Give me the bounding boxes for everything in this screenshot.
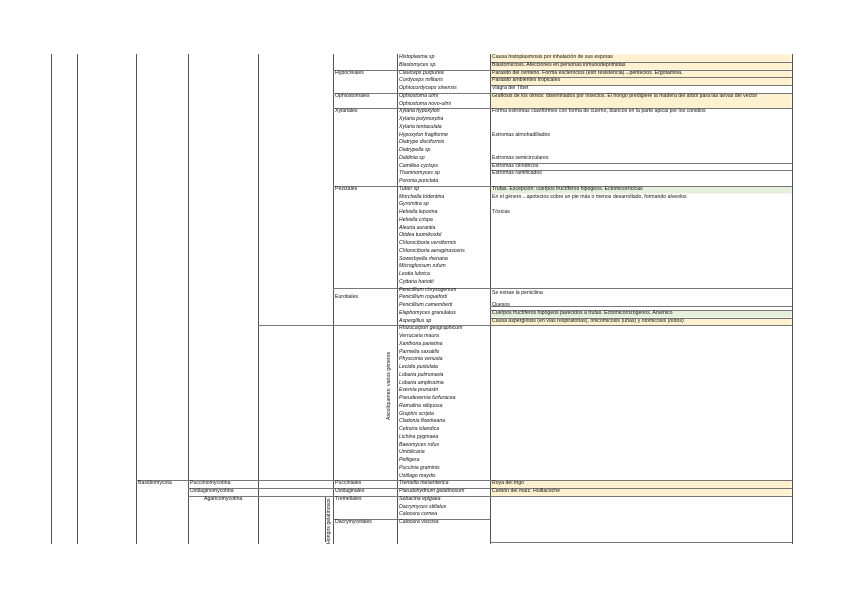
phylum-label: Basidiomycota xyxy=(138,480,172,487)
species-name: Cladonia floerkeana xyxy=(399,418,446,425)
column-line xyxy=(77,54,78,544)
species-name: Penicillium roqueforti xyxy=(399,294,448,301)
species-name: Baeomyces rufus xyxy=(399,441,440,448)
group-rotated-label: Hongos gelatinosos xyxy=(326,498,332,544)
species-name: Leotia lubrica xyxy=(399,271,430,277)
order-label: Pezizales xyxy=(335,185,358,192)
species-name: Rhizocarpon geographicum xyxy=(399,325,463,332)
species-name: Hypoxylon fragiforme xyxy=(399,131,449,138)
group-line xyxy=(136,480,792,481)
description-text: Parásito del centeno. Forma esclerocios (estr resistencia)→peritecios. Ergotamina. xyxy=(492,69,683,76)
species-name: Lecidia pustulata xyxy=(399,364,438,370)
description-text: Carbón del maíz. Huitlacoche xyxy=(492,488,561,494)
species-name: Helvella crispa xyxy=(399,216,433,223)
description-text: Estromas cilíndricos xyxy=(492,162,539,169)
column-line xyxy=(136,54,137,544)
column-line xyxy=(397,54,398,544)
species-name: Thamnomyces sp xyxy=(399,170,440,177)
order-label: Xylariales xyxy=(335,108,358,115)
description-text: Estromas almohadillados xyxy=(492,131,550,138)
order-label: Dacrymycetales xyxy=(335,519,372,525)
cell-line xyxy=(490,306,792,307)
species-name: Microglossum rufum xyxy=(399,263,446,270)
cell-line xyxy=(490,542,792,543)
species-name: Tremella mesenterica xyxy=(399,480,449,487)
species-name: Histoplasma sp xyxy=(399,54,435,60)
cell-line xyxy=(490,325,792,326)
species-name: Chlorociboria aeruginascens xyxy=(399,247,465,254)
species-name: Claviceps purpurea xyxy=(399,69,444,76)
species-name: Ophiostoma novo-ulmi xyxy=(399,100,451,107)
description-text: Blastomicosis. Afecciones en personas inmunodeprimidas xyxy=(492,61,626,68)
species-name: Aspergillus sp xyxy=(399,317,432,324)
species-name: Aleuria aurantia xyxy=(399,224,436,231)
species-name: Lobaria amplissima xyxy=(399,379,444,386)
species-name: Verrucaria maura xyxy=(399,333,439,339)
species-name: Physconia venusta xyxy=(399,356,443,363)
species-name: Umbilicaria xyxy=(399,449,425,456)
column-line xyxy=(51,54,52,544)
species-name: Xylaria tentaculata xyxy=(399,123,442,130)
species-name: Graphis scripta xyxy=(399,410,434,417)
species-name: Penicillium chrysogenum xyxy=(399,286,457,293)
species-name: Ramalina siliquosa xyxy=(399,402,443,409)
species-name: Daldinia sp xyxy=(399,154,425,161)
species-name: Parmelia saxatilis xyxy=(399,348,440,355)
subphylum-label: Ustilaginomycotina xyxy=(190,488,234,494)
species-name: Helvella leporina xyxy=(399,209,438,215)
species-name: Xylaria hypoxylon xyxy=(399,108,440,115)
description-text: Grafiosis de los olmos: diseminados por insectos. El hongo predigiere la madera del árbol para las larvas del vector xyxy=(492,92,758,99)
column-line xyxy=(490,54,491,544)
subphylum-label: Pucciniomycotina xyxy=(190,480,231,487)
species-name: Elaphomyces granulatus xyxy=(399,309,456,316)
species-name: Calocera cornea xyxy=(399,511,438,518)
column-line xyxy=(188,54,189,544)
species-name: Peltigera xyxy=(399,457,420,463)
species-name: Otidea tuomikoskii xyxy=(399,232,442,239)
species-name: Sowerbyella rhenana xyxy=(399,255,448,262)
species-name: Chlorociboria versiformis xyxy=(399,240,457,246)
description-text: Quesos xyxy=(492,302,510,308)
order-label: Ustilaginales xyxy=(335,488,365,494)
description-highlight xyxy=(491,481,792,488)
description-text: Parásito ambientes tropicales xyxy=(492,77,561,84)
species-name: Dacrymyces stillatus xyxy=(399,503,447,510)
description-text: Tóxicas xyxy=(492,209,510,215)
description-text: Roya del trigo xyxy=(492,480,525,487)
species-name: Pseudohydnum gelatinosum xyxy=(399,488,465,494)
species-name: Lobaria pulmonaria xyxy=(399,371,444,378)
species-name: Xylaria polymorpha xyxy=(399,116,444,122)
column-line xyxy=(792,54,793,544)
cell-line xyxy=(490,85,792,86)
description-text: Se extrae la penicilina xyxy=(492,290,543,297)
species-name: Poronia punctata xyxy=(399,178,439,184)
species-name: Cetraria islandica xyxy=(399,426,440,432)
species-name: Calocera viscosa xyxy=(399,519,439,525)
order-label: Hypocreales xyxy=(335,69,364,76)
species-name: Penicillium camemberti xyxy=(399,302,453,308)
species-name: Cyttaria hariotii xyxy=(399,278,434,285)
species-name: Ophiocordyceps sinensis xyxy=(399,85,457,91)
species-name: Diatrype disciformis xyxy=(399,139,445,146)
species-name: Lichina pygmaea xyxy=(399,433,439,440)
species-name: Ophiostoma ulmi xyxy=(399,92,438,99)
description-text: Estromas semicirculares xyxy=(492,154,549,161)
description-text: Causa histoplasmosis por inhalación de sus esporas xyxy=(492,54,613,60)
description-text: En el género→apotecios sobre un pie más o menos desarrollado, formando alveolos xyxy=(492,193,687,200)
species-name: Ustilago maydis xyxy=(399,472,436,479)
group-line xyxy=(188,496,792,497)
order-label: Eurotiales xyxy=(335,294,359,301)
order-label: Pucciniales xyxy=(335,480,362,487)
description-text: Causa aspergilosis (en vías respiratorias), onicomicosis (uñas) y otomicosis (oídos) xyxy=(492,317,684,324)
description-text: Forma estromas claviformes con forma de cuerno, blancos en la parte apical por los conidios xyxy=(492,108,706,115)
description-text: Trufas. Excepción: cuerpos fructíferos hipógeos. Ectomicorrícicas xyxy=(492,185,643,192)
species-name: Sebacina epigaea xyxy=(399,495,441,502)
species-name: Morchella tridentina xyxy=(399,193,445,200)
species-name: Evernia prunastri xyxy=(399,387,439,394)
description-text: Viagra del Tíbet xyxy=(492,85,529,91)
species-name: Gyromitra sp xyxy=(399,201,429,208)
species-name: Pseudevernia furfuracea xyxy=(399,395,456,401)
group-rotated-label: Ascolíquenes: varios géneros xyxy=(386,351,392,420)
species-name: Diatrypella sp xyxy=(399,147,431,153)
species-name: Puccinia graminis xyxy=(399,464,440,471)
species-name: Tuber sp xyxy=(399,185,420,192)
description-text: Estromas ramificados xyxy=(492,170,542,177)
group-line xyxy=(188,488,792,489)
order-label: Tremellales xyxy=(335,495,362,502)
subphylum-label: Agaricomycotina xyxy=(204,495,243,502)
species-name: Camillea cyclops xyxy=(399,162,438,169)
species-name: Blastomyces sp. xyxy=(399,61,437,68)
order-label: Ophiostomales xyxy=(335,92,370,99)
species-name: Cordyceps militaris xyxy=(399,77,443,84)
column-line xyxy=(333,54,334,544)
description-text: Cuerpos fructíferos hipógeos parecidos a trufas. Ectomicorrizógenos. Arsénico xyxy=(492,309,673,316)
column-line xyxy=(258,54,259,544)
species-name: Xanthoria parietina xyxy=(399,340,443,347)
